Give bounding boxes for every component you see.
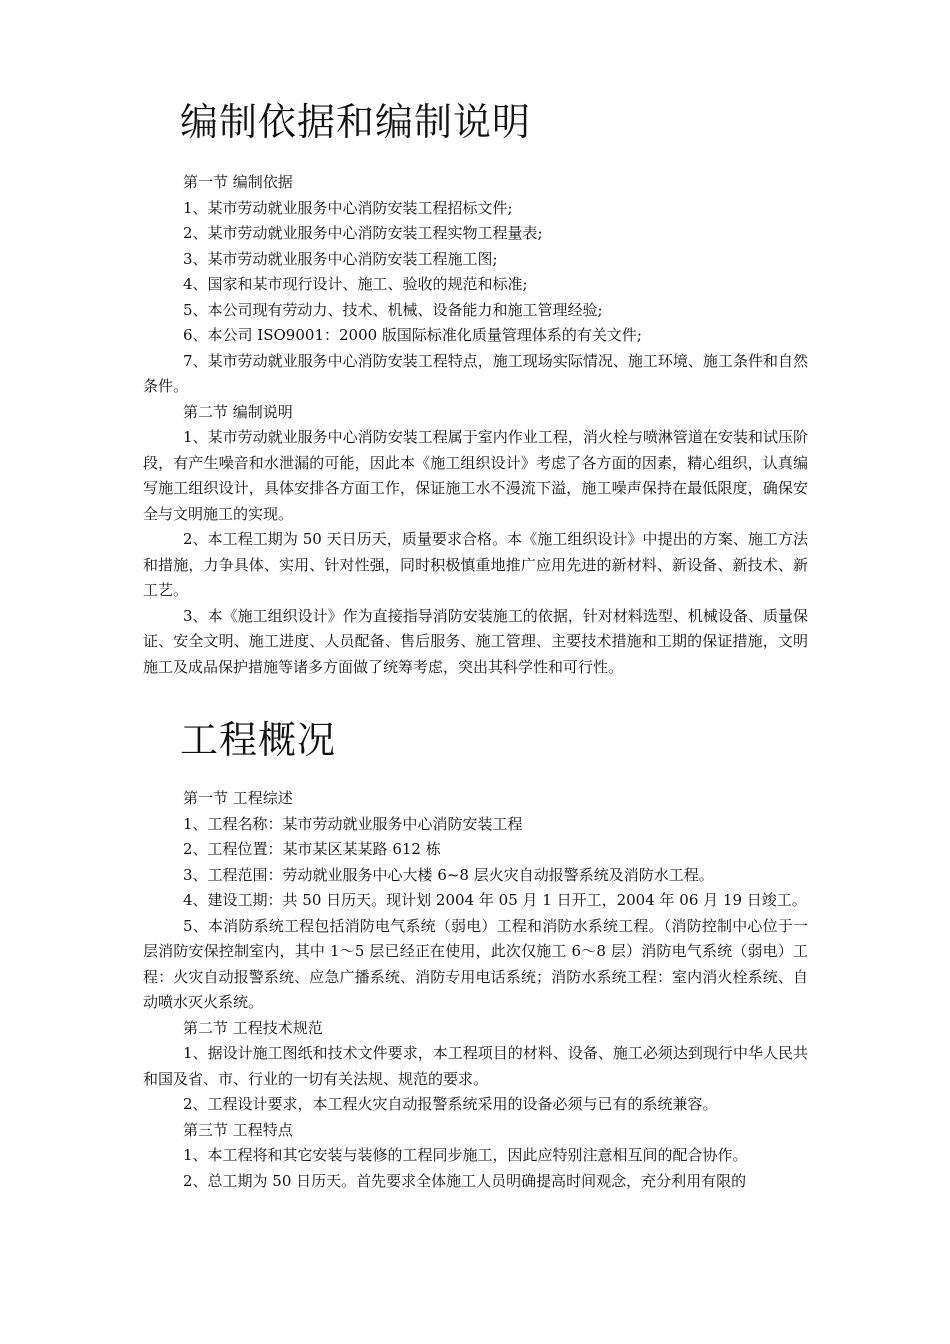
section-project-overview <box>143 786 808 1194</box>
paragraph: 1、工程名称：某市劳动就业服务中心消防安装工程 <box>183 814 523 833</box>
paragraph: 1、某市劳动就业服务中心消防安装工程招标文件; <box>183 198 513 217</box>
paragraph: 2、总工期为 50 日历天。首先要求全体施工人员明确提高时间观念，充分利用有限的 <box>183 1171 747 1190</box>
subsection-title: 第一节 工程综述 <box>183 789 293 807</box>
heading-compilation-basis: 编制依据和编制说明 <box>180 100 532 144</box>
paragraph: 2、工程设计要求，本工程火灾自动报警系统采用的设备必须与已有的系统兼容。 <box>183 1095 718 1113</box>
subsection-title: 第二节 工程技术规范 <box>183 1018 323 1037</box>
paragraph: 2、本工程工期为 50 天日历天，质量要求合格。本《施工组织设计》中提出的方案、施工方法和措施，力争具体、实用、针对性强，同时积极慎重地推广应用先进的新材料、新设备、新技术、新工艺。 <box>143 530 808 599</box>
paragraph: 3、本《施工组织设计》作为直接指导消防安装施工的依据，针对材料选型、机械设备、质量保证、安全文明、施工进度、人员配备、售后服务、施工管理、主要技术措施和工期的保证措施，文明施工及成品保护措施等诸多方面做了统筹考虑，突出其科学性和可行性。 <box>143 606 808 676</box>
heading-project-overview: 工程概况 <box>180 718 337 762</box>
paragraph: 3、工程范围：劳动就业服务中心大楼 6~8 层火灾自动报警系统及消防水工程。 <box>183 865 714 884</box>
subsection-title: 第三节 工程特点 <box>183 1120 293 1139</box>
paragraph: 5、本消防系统工程包括消防电气系统（弱电）工程和消防水系统工程。（消防控制中心位于一层消防安保控制室内，其中 1～5 层已经正在使用，此次仅施工 6～8 层）消防电气系统（弱电）工程：火灾自动报警系统、应急广播系统、消防专用电话系统；消防水系统工程：室内消火栓系统、自动喷水灭火系统。 <box>143 916 808 1011</box>
paragraph: 7、某市劳动就业服务中心消防安装工程特点，施工现场实际情况、施工环境、施工条件和自然条件。 <box>143 351 808 395</box>
paragraph: 1、某市劳动就业服务中心消防安装工程属于室内作业工程，消火栓与喷淋管道在安装和试压阶段，有产生噪音和水泄漏的可能，因此本《施工组织设计》考虑了各方面的因素，精心组织，认真编写施工组织设计，具体安排各方面工作，保证施工水不漫流下溢，施工噪声保持在最低限度，确保安全与文明施工的实现。 <box>143 428 808 523</box>
paragraph: 6、本公司 ISO9001：2000 版国际标准化质量管理体系的有关文件; <box>183 326 642 344</box>
paragraph: 2、工程位置：某市某区某某路 612 栋 <box>183 840 441 858</box>
paragraph: 1、据设计施工图纸和技术文件要求，本工程项目的材料、设备、施工必须达到现行中华人民共和国及省、市、行业的一切有关法规、规范的要求。 <box>143 1044 808 1088</box>
paragraph: 4、国家和某市现行设计、施工、验收的规范和标准; <box>183 275 528 293</box>
paragraph: 3、某市劳动就业服务中心消防安装工程施工图; <box>183 249 498 268</box>
paragraph: 1、本工程将和其它安装与装修的工程同步施工，因此应特别注意相互间的配合协作。 <box>183 1146 748 1164</box>
section-compilation-basis <box>143 170 808 680</box>
paragraph: 2、某市劳动就业服务中心消防安装工程实物工程量表; <box>183 224 543 242</box>
paragraph: 4、建设工期：共 50 日历天。现计划 2004 年 05 月 1 日开工，2004 年 06 月 19 日竣工。 <box>183 891 807 909</box>
subsection-title: 第二节 编制说明 <box>183 402 293 421</box>
paragraph: 5、本公司现有劳动力、技术、机械、设备能力和施工管理经验; <box>183 300 603 319</box>
subsection-title: 第一节 编制依据 <box>183 173 293 191</box>
